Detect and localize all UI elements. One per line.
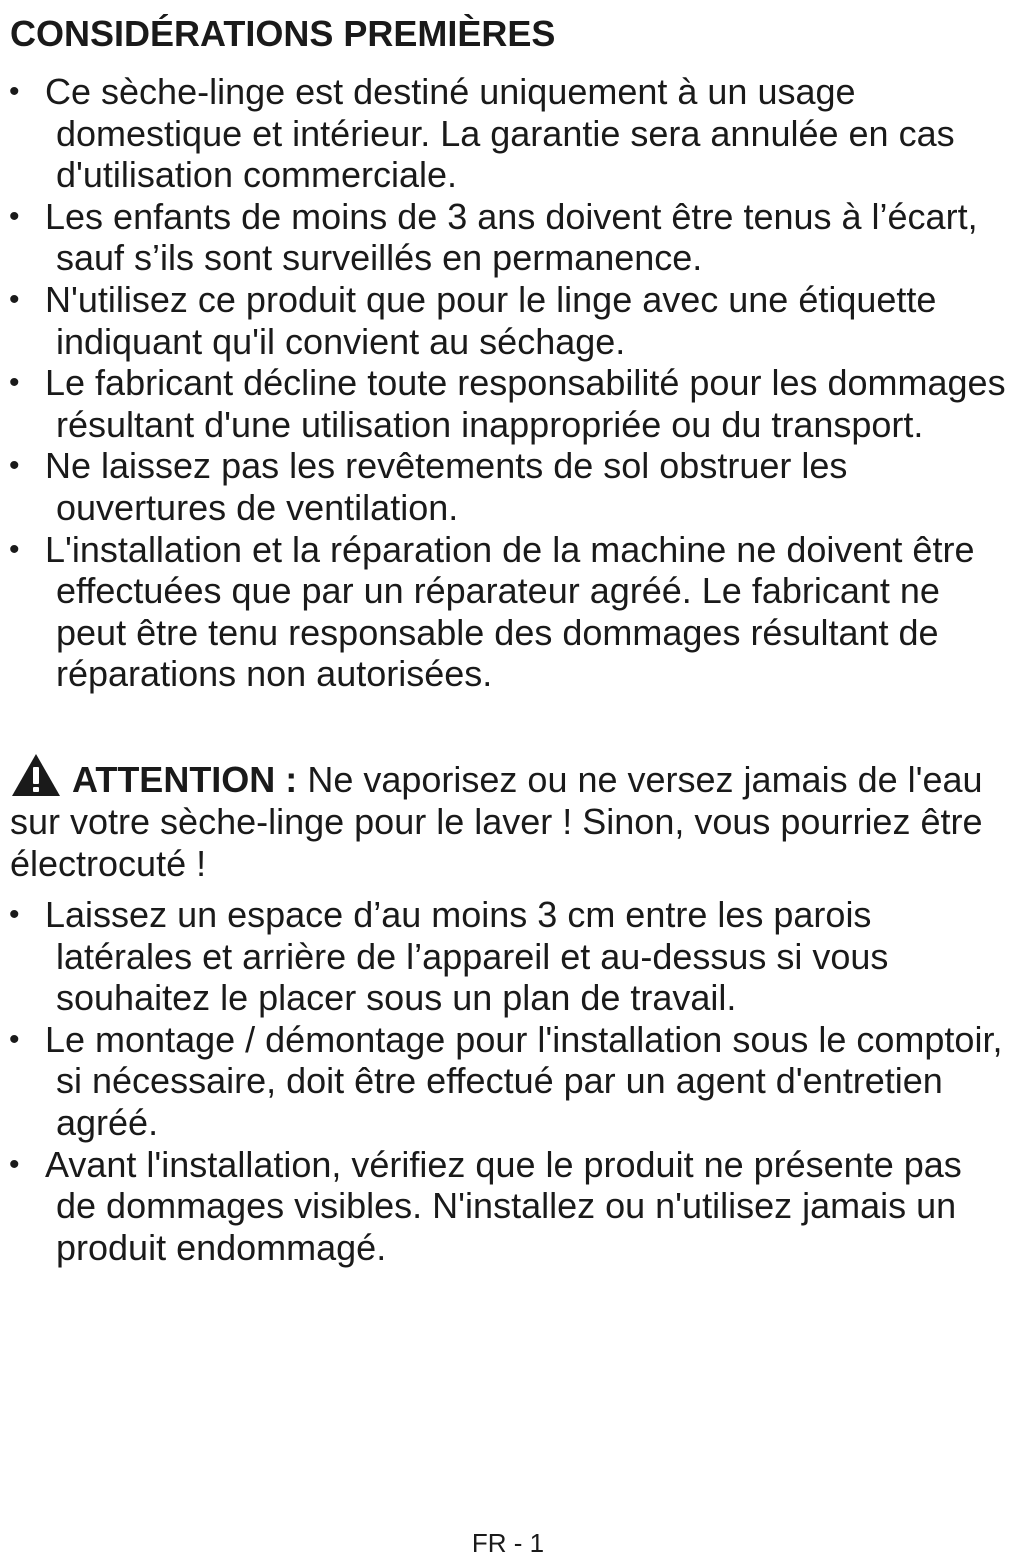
list-item-text: Ce sèche-linge est destiné uniquement à un usage domestique et intérieur. La garantie sera annulée en cas d'utilisation commerciale. — [45, 71, 955, 196]
bullet-icon: • — [9, 532, 20, 566]
list-item-text: N'utilisez ce produit que pour le linge avec une étiquette indiquant qu'il convient au séchage. — [45, 278, 937, 362]
list-item — [0, 362, 1010, 445]
list-item-text: Laissez un espace d’au moins 3 cm entre les parois latérales et arrière de l’appareil et au-dessus si vous souhaitez le placer sous un plan de travail. — [45, 894, 889, 1019]
bullet-icon: • — [9, 1022, 20, 1056]
list-item — [0, 894, 1010, 1019]
warning-label: ATTENTION : — [72, 759, 298, 800]
bullet-icon: • — [9, 366, 20, 400]
list-item-text: Le montage / démontage pour l'installation sous le comptoir, si nécessaire, doit être effectué par un agent d'entretien agréé. — [45, 1018, 1003, 1143]
list-item — [0, 1144, 1010, 1269]
bullet-icon: • — [9, 199, 20, 233]
list-item-text: L'installation et la réparation de la machine ne doivent être effectuées que par un réparateur agréé. Le fabricant ne peut être tenu responsable des dommages résultant de réparations non autorisées. — [45, 528, 975, 695]
list-item-text: Les enfants de moins de 3 ans doivent être tenus à l’écart, sauf s’ils sont surveillés en permanence. — [45, 195, 978, 279]
bullet-icon: • — [9, 282, 20, 316]
list-item — [0, 1019, 1010, 1144]
warning-text: Ne vaporisez ou ne versez jamais de l'eau sur votre sèche-linge pour le laver ! Sinon, vous pourriez être électrocuté ! — [10, 759, 983, 884]
list-item — [0, 445, 1010, 528]
bullet-icon: • — [9, 898, 20, 931]
list-item-text: Avant l'installation, vérifiez que le produit ne présente pas de dommages visibles. N'installez ou n'utilisez jamais un produit endommagé. — [45, 1143, 962, 1268]
bullet-icon: • — [9, 75, 20, 108]
page-number: FR - 1 — [471, 1528, 545, 1558]
safety-list-primary — [0, 71, 1010, 695]
list-item-text: Le fabricant décline toute responsabilité pour les dommages résultant d'une utilisation inappropriée ou du transport. — [45, 362, 1006, 445]
safety-list-installation — [0, 894, 1010, 1268]
warning-triangle-icon — [10, 752, 62, 798]
bullet-icon: • — [9, 449, 20, 483]
list-item — [0, 71, 1010, 196]
list-item — [0, 279, 1010, 362]
list-item — [0, 529, 1010, 695]
warning-notice — [10, 752, 1000, 885]
list-item-text: Ne laissez pas les revêtements de sol obstruer les ouvertures de ventilation. — [45, 445, 848, 528]
section-title: CONSIDÉRATIONS PREMIÈRES — [10, 13, 556, 54]
bullet-icon: • — [9, 1147, 20, 1181]
list-item — [0, 196, 1010, 279]
